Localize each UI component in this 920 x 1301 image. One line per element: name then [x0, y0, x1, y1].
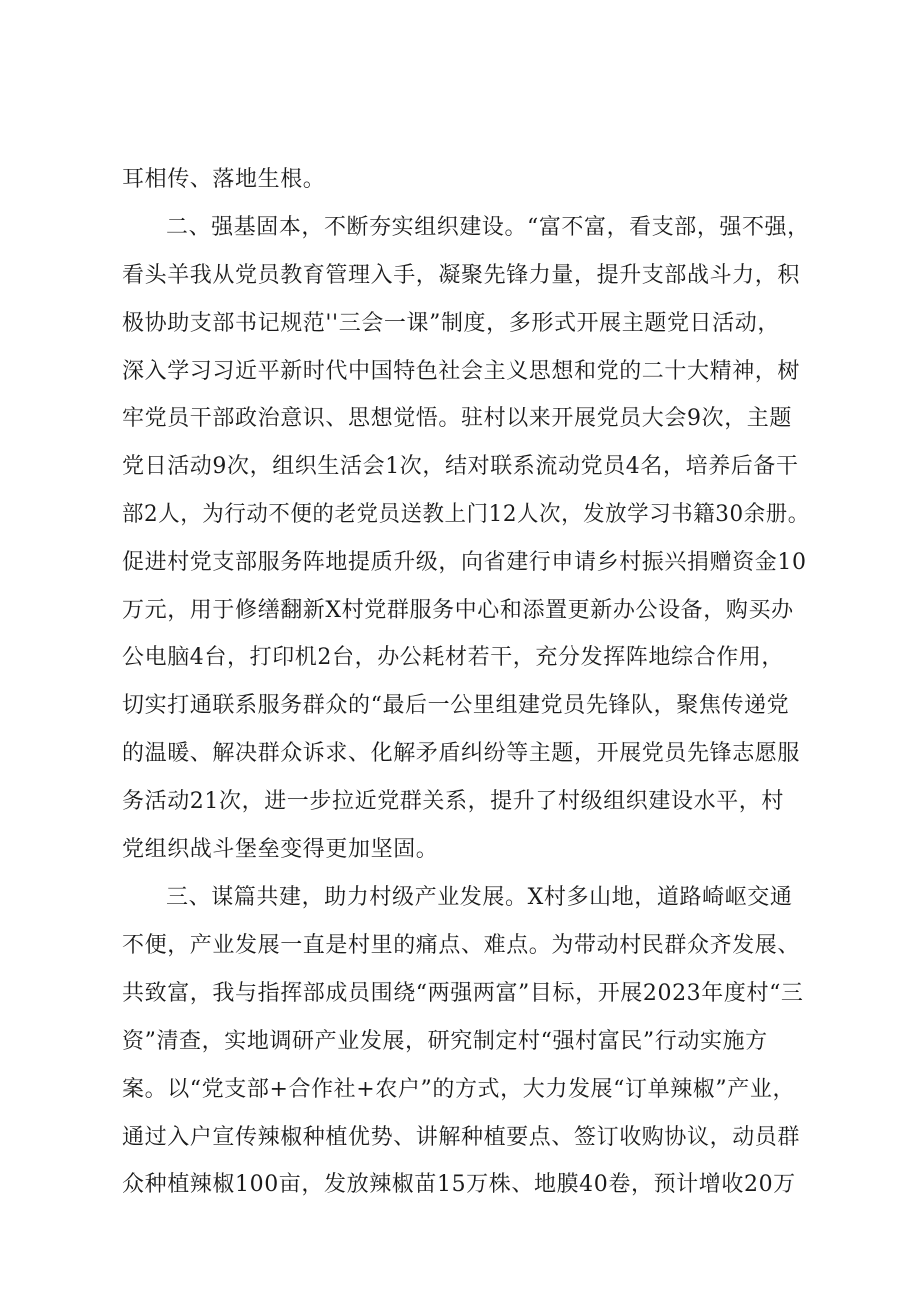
text-line-19: 资”清查，实地调研产业发展，研究制定村“强村富民”行动实施方: [122, 1029, 768, 1054]
text-line-1: 耳相传、落地生根。: [122, 167, 326, 192]
text-line-20: 案。以“党支部+合作社+农户”的方式，大力发展“订单辣椒”产业，: [122, 1077, 796, 1102]
text-line-7: 党日活动9次，组织生活会1次，结对联系流动党员4名，培养后备干: [122, 454, 799, 479]
text-line-22: 众种植辣椒100亩，发放辣椒苗15万株、地膜40卷，预计增收20万: [122, 1172, 796, 1197]
text-line-3: 看头羊我从党员教育管理入手，凝聚先锋力量，提升支部战斗力，积: [122, 263, 801, 288]
text-line-14: 务活动21次，进一步拉近党群关系，提升了村级组织建设水平，村: [122, 789, 784, 814]
text-line-17: 不便，产业发展一直是村里的痛点、难点。为带动村民群众齐发展、: [122, 933, 801, 958]
text-line-12: 切实打通联系服务群众的“最后一公里组建党员先锋队，聚焦传递党: [122, 693, 790, 718]
text-line-11: 公电脑4台，打印机2台，办公耗材若干，充分发挥阵地综合作用，: [122, 645, 784, 670]
text-line-5: 深入学习习近平新时代中国特色社会主义思想和党的二十大精神，树: [122, 359, 801, 384]
text-line-18: 共致富，我与指挥部成员围绕“两强两富”目标，开展2023年度村“三: [122, 981, 804, 1006]
text-line-21: 通过入户宣传辣椒种植优势、讲解种植要点、签订收购协议，动员群: [122, 1125, 801, 1150]
text-line-10: 万元，用于修缮翻新X村党群服务中心和添置更新办公设备，购买办: [122, 598, 794, 623]
text-line-4: 极协助支部书记规范''三会一课”制度，多形式开展主题党日活动，: [122, 311, 780, 336]
text-line-13: 的温暖、解决群众诉求、化解矛盾纠纷等主题，开展党员先锋志愿服: [122, 741, 801, 766]
text-line-6: 牢党员干部政治意识、思想觉悟。驻村以来开展党员大会9次，主题: [122, 406, 792, 431]
text-line-16: 三、谋篇共建，助力村级产业发展。X村多山地，道路崎岖交通: [166, 885, 793, 910]
text-line-8: 部2人，为行动不便的老党员送教上门12人次，发放学习书籍30余册。: [122, 502, 810, 527]
text-line-2: 二、强基固本，不断夯实组织建设。“富不富，看支部，强不强，: [166, 215, 810, 240]
text-line-15: 党组织战斗堡垒变得更加坚固。: [122, 837, 439, 862]
text-line-9: 促进村党支部服务阵地提质升级，向省建行申请乡村振兴捐赠资金10: [122, 550, 807, 575]
